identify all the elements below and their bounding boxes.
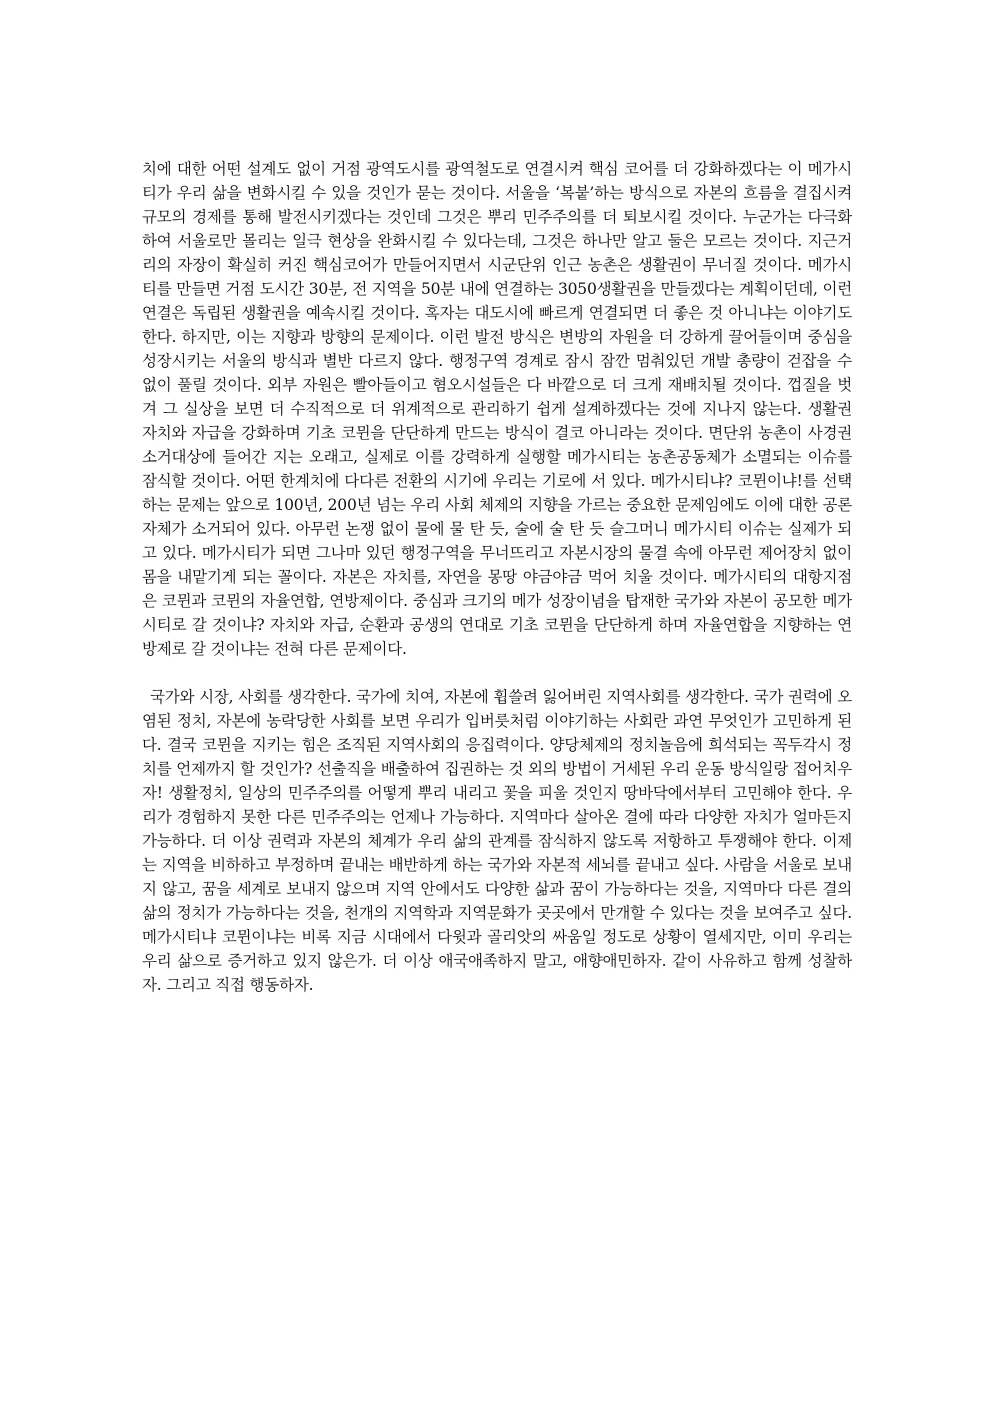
paragraph-1: 치에 대한 어떤 설계도 없이 거점 광역도시를 광역철도로 연결시켜 핵심 코어를 더 강화하겠다는 이 메가시티가 우리 삶을 변화시킬 수 있을 것인가 묻는 것이다. 서울을 ‘복붙’하는 방식으로 자본의 흐름을 결집시켜 규모의 경제를 통해 발전시키겠다는 것인데 그것은 뿌리 민주주의를 더 퇴보시킬 것이다. 누군가는 다극화하여 서울로만 몰리는 일극 현상을 완화시킬 수 있다는데, 그것은 하나만 알고 둘은 모르는 것이다. 지근거리의 자장이 확실히 커진 핵심코어가 만들어지면서 시군단위 인근 농촌은 생활권이 무너질 것이다. 메가시티를 만들면 거점 도시간 30분, 전 지역을 50분 내에 연결하는 3050생활권을 만들겠다는 계획이던데, 이런 연결은 독립된 생활권을 예속시킬 것이다. 혹자는 대도시에 빠르게 연결되면 더 좋은 것 아니냐는 이야기도 한다. 하지만, 이는 지향과 방향의 문제이다. 이런 발전 방식은 변방의 자원을 더 강하게 끌어들이며 중심을 성장시키는 서울의 방식과 별반 다르지 않다. 행정구역 경계로 잠시 잠깐 멈춰있던 개발 총량이 걷잡을 수 없이 풀릴 것이다. 외부 자원은 빨아들이고 혐오시설들은 다 바깥으로 더 크게 재배치될 것이다. 껍질을 벗겨 그 실상을 보면 더 수직적으로 더 위계적으로 관리하기 쉽게 설계하겠다는 것에 지나지 않는다. 생활권 자치와 자급을 강화하며 기초 코뮌을 단단하게 만드는 방식이 결코 아니라는 것이다. 면단위 농촌이 사경권 소거대상에 들어간 지는 오래고, 실제로 이를 강력하게 실행할 메가시티는 농촌공동체가 소멸되는 이슈를 잠식할 것이다. 어떤 한계치에 다다른 전환의 시기에 우리는 기로에 서 있다. 메가시티냐? 코뮌이냐!를 선택하는 문제는 앞으로 100년, 200년 넘는 우리 사회 체제의 지향을 가르는 중요한 문제임에도 이에 대한 공론 자체가 소거되어 있다. 아무런 논쟁 없이 물에 물 탄 듯, 술에 술 탄 듯 슬그머니 메가시티 이슈는 실제가 되고 있다. 메가시티가 되면 그나마 있던 행정구역을 무너뜨리고 자본시장의 물결 속에 아무런 제어장치 없이 몸을 내맡기게 되는 꼴이다. 자본은 자치를, 자연을 몽땅 야금야금 먹어 치울 것이다. 메가시티의 대항지점은 코뮌과 코뮌의 자율연합, 연방제이다. 중심과 크기의 메가 성장이념을 탑재한 국가와 자본이 공모한 메가시티로 갈 것이냐? 자치와 자급, 순환과 공생의 연대로 기초 코뮌을 단단하게 하며 자율연합을 지향하는 연방제로 갈 것이냐는 전혀 다른 문제이다. [142, 160, 853, 658]
paragraph-2: 국가와 시장, 사회를 생각한다. 국가에 치여, 자본에 휩쓸려 잃어버린 지역사회를 생각한다. 국가 권력에 오염된 정치, 자본에 농락당한 사회를 보면 우리가 입버릇처럼 이야기하는 사회란 과연 무엇인가 고민하게 된다. 결국 코뮌을 지키는 힘은 조직된 지역사회의 응집력이다. 양당체제의 정치놀음에 희석되는 꼭두각시 정치를 언제까지 할 것인가? 선출직을 배출하여 집권하는 것 외의 방법이 거세된 우리 운동 방식일랑 접어치우자! 생활정치, 일상의 민주주의를 어떻게 뿌리 내리고 꽃을 피울 것인지 땅바닥에서부터 고민해야 한다. 우리가 경험하지 못한 다른 민주주의는 언제나 가능하다. 지역마다 살아온 결에 따라 다양한 자치가 얼마든지 가능하다. 더 이상 권력과 자본의 체계가 우리 삶의 관계를 잠식하지 않도록 저항하고 투쟁해야 한다. 이제는 지역을 비하하고 부정하며 끝내는 배반하게 하는 국가와 자본적 세뇌를 끝내고 싶다. 사람을 서울로 보내지 않고, 꿈을 세계로 보내지 않으며 지역 안에서도 다양한 삶과 꿈이 가능하다는 것을, 지역마다 다른 결의 삶의 정치가 가능하다는 것을, 천개의 지역학과 지역문화가 곳곳에서 만개할 수 있다는 것을 보여주고 싶다. 메가시티냐 코뮌이냐는 비록 지금 시대에서 다윗과 골리앗의 싸움일 정도로 상황이 열세지만, 이미 우리는 우리 삶으로 증거하고 있지 않은가. 더 이상 애국애족하지 말고, 애향애민하자. 같이 사유하고 함께 성찰하자. 그리고 직접 행동하자. [142, 688, 852, 994]
document-body [142, 157, 852, 997]
